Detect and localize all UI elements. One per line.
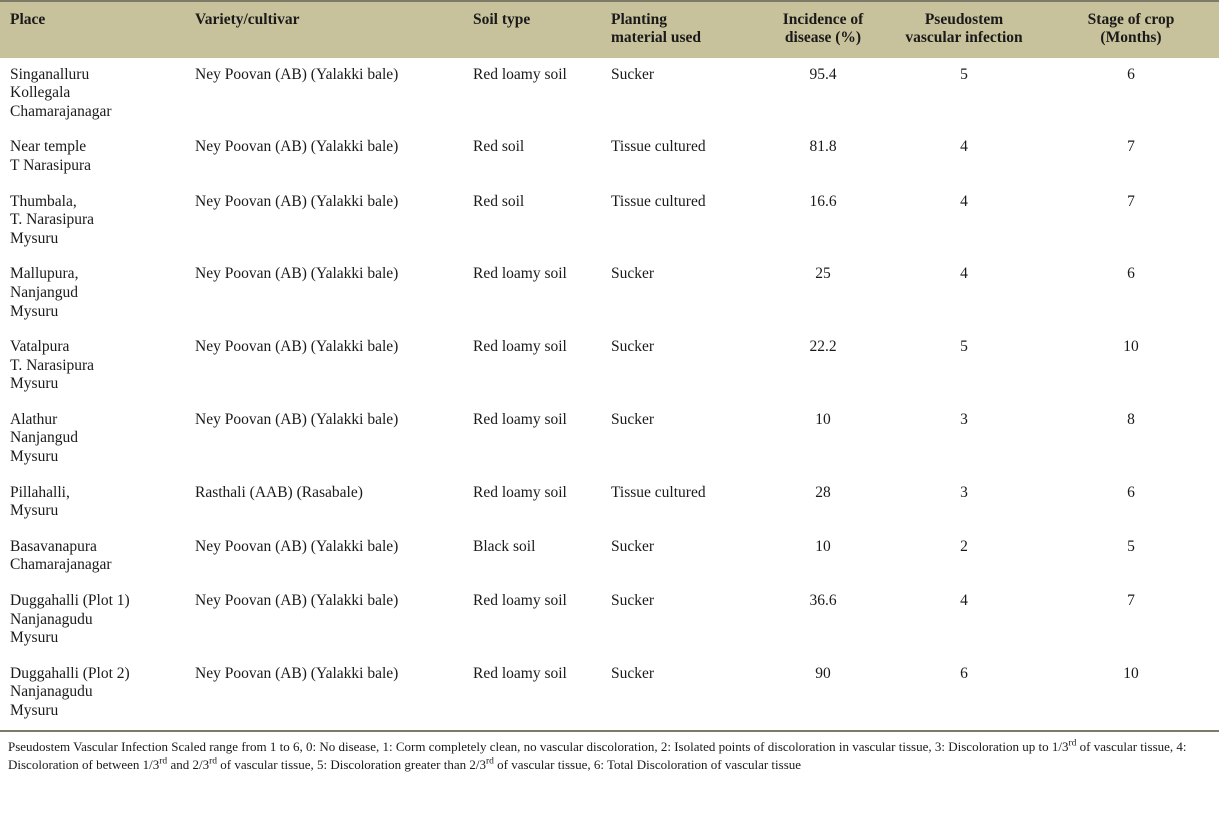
cell-place-line: Duggahalli (Plot 2) <box>10 664 130 682</box>
footnote-line-2-c: and 2/3 <box>167 757 210 773</box>
cell-soil-type: Red loamy soil <box>473 265 567 283</box>
cell-planting-material: Tissue cultured <box>611 138 706 156</box>
cell-soil-type: Red loamy soil <box>473 65 567 83</box>
cell-variety: Rasthali (AAB) (Rasabale) <box>195 483 363 501</box>
table-row <box>0 657 1219 730</box>
column-header-variety <box>185 2 463 58</box>
cell-place <box>0 130 185 184</box>
cell-variety: Ney Poovan (AB) (Yalakki bale) <box>195 138 399 156</box>
column-header-incidence-line-2: disease (%) <box>784 29 862 47</box>
cell-place-line: Mysuru <box>10 448 59 466</box>
column-header-soil-type-line-1: Soil type <box>473 11 531 28</box>
cell-pseudostem: 4 <box>960 592 968 610</box>
cell-place-line: Mysuru <box>10 702 59 719</box>
cell-incidence: 81.8 <box>809 138 837 156</box>
cell-place <box>0 476 185 530</box>
cell-planting-material: Sucker <box>611 537 655 555</box>
cell-place-line: Mysuru <box>10 629 59 647</box>
table-row <box>0 330 1219 403</box>
cell-stage: 8 <box>1127 410 1135 428</box>
cell-planting-material: Sucker <box>611 338 655 356</box>
cell-place-line: Basavanapura <box>10 537 97 555</box>
cell-place-line: Mysuru <box>10 302 59 320</box>
cell-soil-type: Red loamy soil <box>473 664 567 682</box>
column-header-incidence-line-1: Incidence of <box>782 11 864 28</box>
cell-stage: 5 <box>1127 537 1135 555</box>
cell-stage: 7 <box>1127 592 1135 610</box>
cell-pseudostem: 4 <box>960 265 968 283</box>
cell-place-line: Mallupura, <box>10 265 79 283</box>
cell-place-line: Singanalluru <box>10 65 90 83</box>
footnote-sup-2: rd <box>159 757 168 768</box>
cell-place-line: Vatalpura <box>10 338 70 356</box>
cell-pseudostem: 5 <box>960 338 968 356</box>
cell-incidence: 10 <box>815 410 831 428</box>
cell-place-line: Alathur <box>10 410 58 428</box>
table-row <box>0 257 1219 330</box>
cell-variety: Ney Poovan (AB) (Yalakki bale) <box>195 664 399 682</box>
table-header <box>0 2 1219 58</box>
cell-planting-material: Sucker <box>611 592 655 610</box>
cell-stage: 10 <box>1123 664 1139 682</box>
cell-planting-material: Sucker <box>611 664 655 682</box>
cell-place-line: T Narasipura <box>10 156 92 174</box>
cell-place-line: Mysuru <box>10 229 59 247</box>
cell-stage: 7 <box>1127 138 1135 156</box>
column-header-pseudostem-line-1: Pseudostem <box>924 11 1004 28</box>
cell-pseudostem: 3 <box>960 410 968 428</box>
cell-stage: 6 <box>1127 483 1135 501</box>
footnote-sup-4: rd <box>485 757 494 768</box>
cell-place-line: Thumbala, <box>10 192 77 210</box>
cell-place-line: Nanjanagudu <box>10 683 93 701</box>
survey-data-table <box>0 2 1219 730</box>
cell-variety: Ney Poovan (AB) (Yalakki bale) <box>195 192 399 210</box>
cell-place-line: Nanjangud <box>10 429 79 447</box>
cell-soil-type: Red loamy soil <box>473 338 567 356</box>
cell-place <box>0 584 185 657</box>
cell-place-line: Mysuru <box>10 502 59 520</box>
cell-incidence: 36.6 <box>809 592 837 610</box>
cell-incidence: 16.6 <box>809 192 837 210</box>
cell-incidence: 22.2 <box>809 338 837 356</box>
table-row <box>0 130 1219 184</box>
cell-incidence: 90 <box>815 664 831 682</box>
cell-planting-material: Sucker <box>611 265 655 283</box>
cell-place <box>0 403 185 476</box>
footnote-line-2-d: of vascular tissue, 5: Discoloration greater than 2/3 <box>217 757 486 773</box>
cell-pseudostem: 4 <box>960 192 968 210</box>
cell-place-line: Chamarajanagar <box>10 556 112 574</box>
column-header-stage-of-crop-line-2: (Months) <box>1100 29 1162 47</box>
column-header-place-line-1: Place <box>10 11 46 28</box>
column-header-stage-of-crop-line-1: Stage of crop <box>1087 11 1175 28</box>
cell-place <box>0 330 185 403</box>
footnote-line-2-e: of vascular tissue, 6: Total Discoloration of vascular tissue <box>493 757 802 773</box>
cell-soil-type: Red loamy soil <box>473 592 567 610</box>
column-header-pseudostem <box>885 2 1043 58</box>
cell-place-line: Nanjanagudu <box>10 610 93 628</box>
table-row <box>0 584 1219 657</box>
cell-variety: Ney Poovan (AB) (Yalakki bale) <box>195 338 399 356</box>
cell-variety: Ney Poovan (AB) (Yalakki bale) <box>195 265 399 283</box>
cell-pseudostem: 5 <box>960 65 968 83</box>
table-row <box>0 530 1219 584</box>
cell-incidence: 28 <box>815 483 831 501</box>
cell-incidence: 10 <box>815 537 831 555</box>
cell-variety: Ney Poovan (AB) (Yalakki bale) <box>195 537 399 555</box>
footnote-line-2-a: up to 1/3 <box>1022 738 1069 754</box>
cell-place <box>0 530 185 584</box>
cell-place-line: Kollegala <box>10 84 71 102</box>
cell-soil-type: Red loamy soil <box>473 483 567 501</box>
cell-planting-material: Tissue cultured <box>611 483 706 501</box>
table-body <box>0 58 1219 730</box>
cell-incidence: 25 <box>815 265 831 283</box>
cell-place <box>0 657 185 730</box>
cell-pseudostem: 4 <box>960 138 968 156</box>
cell-variety: Ney Poovan (AB) (Yalakki bale) <box>195 592 399 610</box>
cell-pseudostem: 6 <box>960 664 968 682</box>
cell-stage: 7 <box>1127 192 1135 210</box>
cell-stage: 10 <box>1123 338 1139 356</box>
cell-incidence: 95.4 <box>809 65 837 83</box>
cell-place <box>0 58 185 131</box>
column-header-place <box>0 2 185 58</box>
cell-place-line: Mysuru <box>10 375 59 393</box>
table-row <box>0 185 1219 258</box>
table-row <box>0 476 1219 530</box>
footnote-line-1: Pseudostem Vascular Infection Scaled range from 1 to 6, 0: No disease, 1: Corm completely clean, no vascular discoloration, 2: Isolated points of discoloration in vascular tissue, 3: Discoloration <box>8 738 1019 754</box>
column-header-incidence <box>761 2 885 58</box>
cell-soil-type: Black soil <box>473 537 536 555</box>
table-footnote <box>0 732 1219 776</box>
cell-place-line: Pillahalli, <box>10 483 70 501</box>
cell-variety: Ney Poovan (AB) (Yalakki bale) <box>195 65 399 83</box>
footnote-sup-3: rd <box>209 757 217 768</box>
footnote-sup-1: rd <box>1068 738 1077 749</box>
cell-place-line: T. Narasipura <box>10 356 95 374</box>
table-row <box>0 403 1219 476</box>
column-header-variety-line-1: Variety/cultivar <box>195 11 300 28</box>
cell-place <box>0 185 185 258</box>
column-header-soil-type <box>463 2 601 58</box>
cell-stage: 6 <box>1127 265 1135 283</box>
cell-pseudostem: 3 <box>960 483 968 501</box>
cell-place-line: T. Narasipura <box>10 211 95 229</box>
footnote-line-2-b: of vascular tissue, 4: Discoloration of between 1/3 <box>8 738 1187 773</box>
cell-place-line: Chamarajanagar <box>10 102 112 120</box>
table-row <box>0 58 1219 131</box>
cell-place-line: Duggahalli (Plot 1) <box>10 592 130 610</box>
column-header-stage-of-crop <box>1043 2 1219 58</box>
column-header-planting-material <box>601 2 761 58</box>
cell-soil-type: Red soil <box>473 138 525 156</box>
column-header-pseudostem-line-2: vascular infection <box>905 29 1023 47</box>
cell-pseudostem: 2 <box>960 537 968 555</box>
column-header-planting-material-line-2: material used <box>611 29 701 47</box>
cell-soil-type: Red loamy soil <box>473 410 567 428</box>
cell-place-line: Nanjangud <box>10 283 79 301</box>
cell-planting-material: Sucker <box>611 65 655 83</box>
table-header-row <box>0 2 1219 58</box>
cell-place <box>0 257 185 330</box>
cell-planting-material: Sucker <box>611 410 655 428</box>
cell-stage: 6 <box>1127 65 1135 83</box>
cell-planting-material: Tissue cultured <box>611 192 706 210</box>
cell-place-line: Near temple <box>10 138 87 156</box>
cell-variety: Ney Poovan (AB) (Yalakki bale) <box>195 410 399 428</box>
cell-soil-type: Red soil <box>473 192 525 210</box>
column-header-planting-material-line-1: Planting <box>611 11 667 28</box>
